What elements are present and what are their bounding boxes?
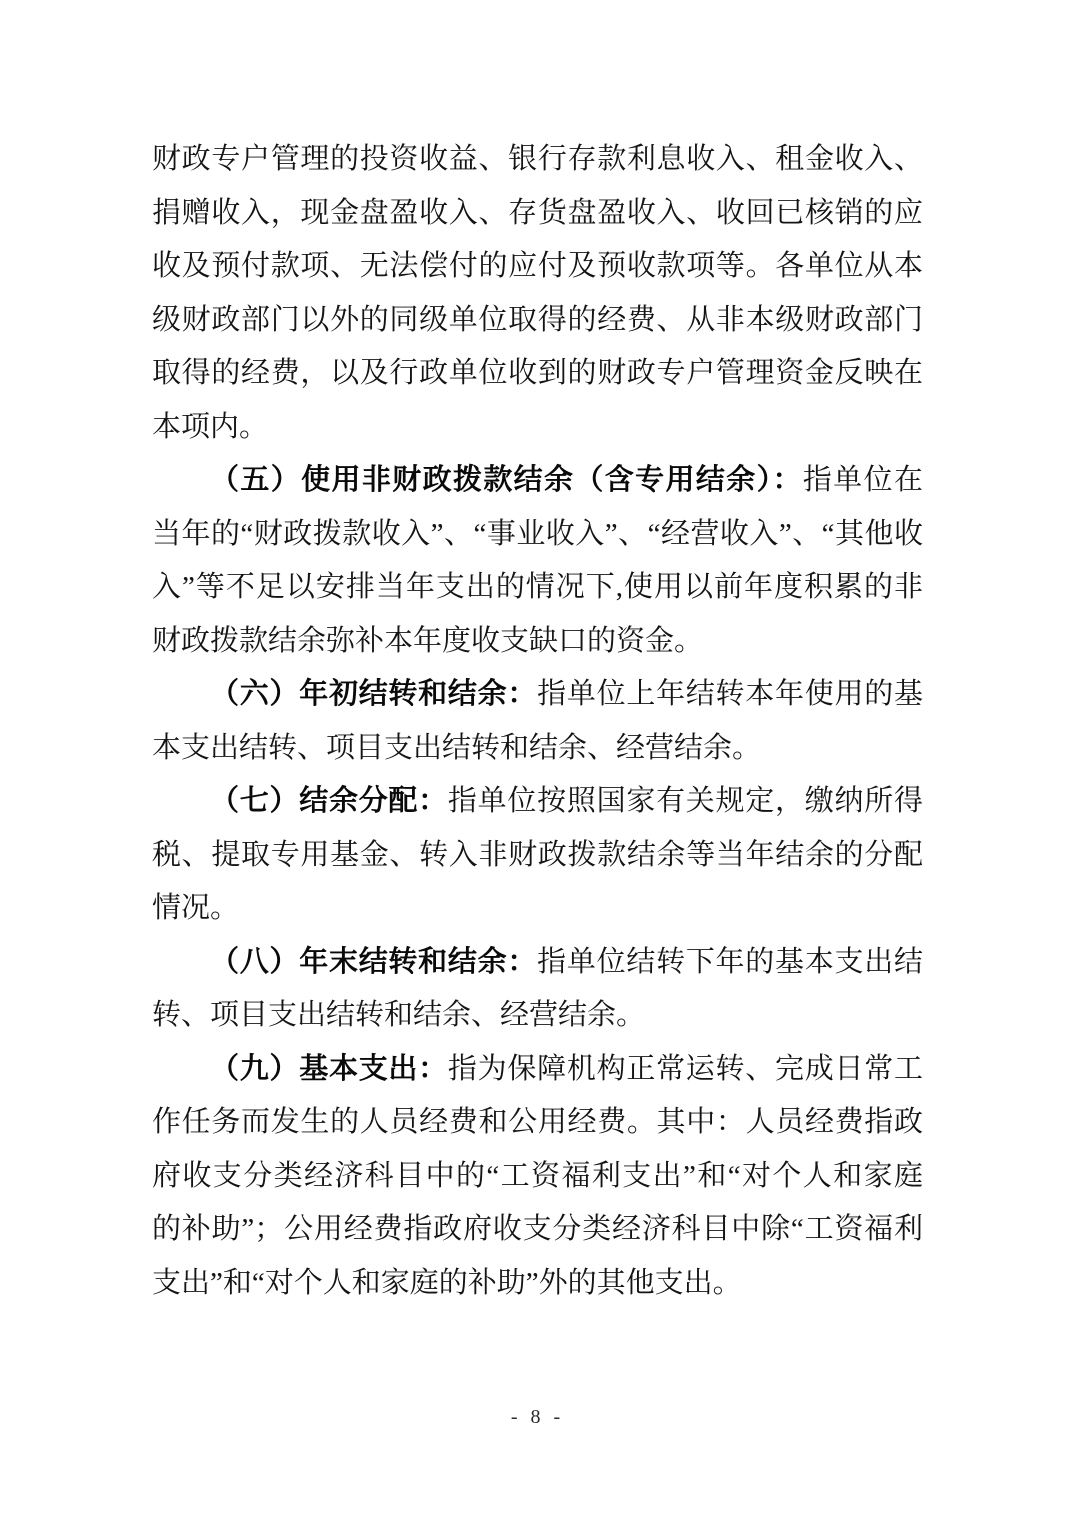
section-heading-label: （五）使用非财政拨款结余（含专用结余）： <box>210 464 803 496</box>
section-heading-label: （六）年初结转和结余： <box>210 678 538 710</box>
body-text: 的补助”；公用经费指政府收支分类经济科目中除“工资福利 <box>152 1213 923 1245</box>
text-line <box>152 615 923 669</box>
page-number: - 8 - <box>510 1406 565 1428</box>
text-line <box>152 401 923 455</box>
body-text: 指单位在 <box>802 464 923 496</box>
text-line <box>152 989 923 1043</box>
body-text: 本项内。 <box>152 410 269 443</box>
section-heading-label: （七）结余分配： <box>210 785 448 817</box>
document-body <box>152 133 923 1310</box>
body-text: 取得的经费，以及行政单位收到的财政专户管理资金反映在 <box>152 357 923 389</box>
body-text: 作任务而发生的人员经费和公用经费。其中：人员经费指政 <box>152 1106 923 1138</box>
text-line <box>152 1043 923 1097</box>
text-line <box>152 133 923 187</box>
text-line <box>152 722 923 776</box>
body-text: 指为保障机构正常运转、完成日常工 <box>447 1052 923 1085</box>
text-line <box>152 347 923 401</box>
body-text: 税、提取专用基金、转入非财政拨款结余等当年结余的分配 <box>152 838 923 871</box>
body-text: 入”等不足以安排当年支出的情况下,使用以前年度积累的非 <box>152 571 923 603</box>
text-line <box>152 187 923 241</box>
body-text: 财政专户管理的投资收益、银行存款利息收入、租金收入、 <box>152 143 923 175</box>
text-line <box>152 668 923 722</box>
body-text: 级财政部门以外的同级单位取得的经费、从非本级财政部门 <box>152 303 923 336</box>
body-text: 指单位按照国家有关规定，缴纳所得 <box>447 785 923 817</box>
body-text: 财政拨款结余弥补本年度收支缺口的资金。 <box>152 624 704 657</box>
body-text: 转、项目支出结转和结余、经营结余。 <box>152 999 646 1031</box>
text-line <box>152 561 923 615</box>
text-line <box>152 1096 923 1150</box>
text-line <box>152 240 923 294</box>
text-line <box>152 1257 923 1311</box>
text-line <box>152 882 923 936</box>
text-line <box>152 1203 923 1257</box>
body-text: 收及预付款项、无法偿付的应付及预收款项等。各单位从本 <box>152 250 923 282</box>
text-line <box>152 936 923 990</box>
section-heading-label: （九）基本支出： <box>210 1052 448 1085</box>
body-text: 府收支分类经济科目中的“工资福利支出”和“对个人和家庭 <box>152 1159 923 1192</box>
body-text: 情况。 <box>152 892 240 924</box>
text-line <box>152 775 923 829</box>
text-line <box>152 829 923 883</box>
body-text: 捐赠收入，现金盘盈收入、存货盘盈收入、收回已核销的应 <box>152 196 923 229</box>
text-line <box>152 508 923 562</box>
body-text: 本支出结转、项目支出结转和结余、经营结余。 <box>152 731 762 764</box>
text-line <box>152 454 923 508</box>
body-text: 支出”和“对个人和家庭的补助”外的其他支出。 <box>152 1266 742 1299</box>
text-line <box>152 294 923 348</box>
section-heading-label: （八）年末结转和结余： <box>210 945 538 978</box>
text-line <box>152 1150 923 1204</box>
body-text: 当年的“财政拨款收入”、“事业收入”、“经营收入”、“其他收 <box>152 517 923 550</box>
body-text: 指单位上年结转本年使用的基 <box>537 678 923 710</box>
body-text: 指单位结转下年的基本支出结 <box>537 945 923 978</box>
